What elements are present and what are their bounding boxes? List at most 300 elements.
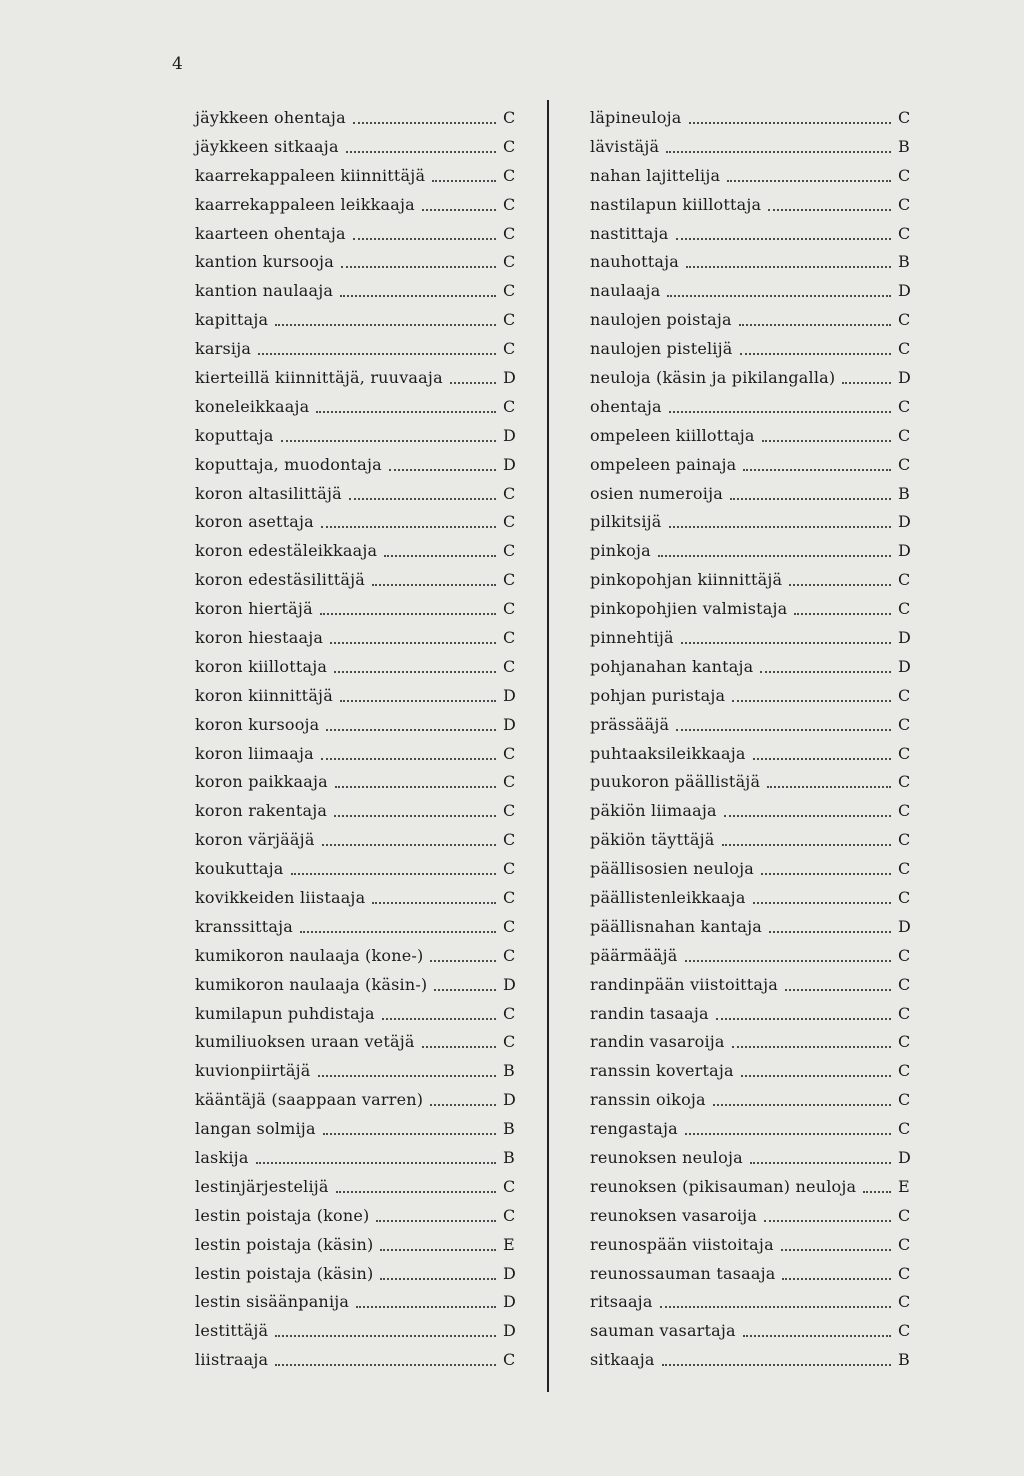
dot-leader bbox=[681, 640, 891, 644]
dot-leader bbox=[335, 784, 496, 788]
occupation-term: kaarrekappaleen kiinnittäjä bbox=[195, 165, 426, 185]
occupation-term: koron hiertäjä bbox=[195, 599, 313, 619]
class-letter: D bbox=[503, 714, 517, 734]
occupation-term: pinnehtijä bbox=[590, 627, 674, 647]
dot-leader bbox=[794, 611, 891, 615]
occupation-term: koron liimaaja bbox=[195, 743, 314, 763]
dot-leader bbox=[842, 380, 891, 384]
dot-leader bbox=[382, 1016, 496, 1020]
class-letter: C bbox=[898, 1263, 911, 1283]
dot-leader bbox=[356, 1304, 496, 1308]
occupation-term: reunoksen neuloja bbox=[590, 1148, 743, 1167]
class-letter: C bbox=[503, 512, 516, 532]
class-letter: C bbox=[898, 107, 911, 127]
list-item bbox=[590, 276, 920, 305]
dot-leader bbox=[685, 958, 891, 962]
occupation-term: koputtaja, muodontaja bbox=[195, 454, 382, 474]
list-item bbox=[195, 536, 525, 565]
list-item bbox=[590, 247, 920, 276]
dot-leader bbox=[346, 149, 496, 153]
class-letter: C bbox=[503, 194, 516, 214]
class-letter: C bbox=[898, 310, 911, 330]
dot-leader bbox=[761, 871, 891, 875]
dot-leader bbox=[716, 1016, 891, 1020]
occupation-term: kääntäjä (saappaan varren) bbox=[195, 1090, 424, 1110]
list-item bbox=[195, 970, 525, 999]
class-letter: D bbox=[503, 367, 517, 387]
list-item bbox=[590, 305, 920, 334]
class-letter: B bbox=[898, 252, 910, 272]
dot-leader bbox=[732, 698, 891, 702]
dot-leader bbox=[740, 351, 891, 355]
dot-leader bbox=[334, 669, 496, 673]
dot-leader bbox=[667, 293, 891, 297]
occupation-term: puhtaaksileikkaaja bbox=[590, 743, 746, 763]
occupation-term: randin vasaroija bbox=[590, 1032, 725, 1052]
dot-leader bbox=[730, 496, 891, 500]
dot-leader bbox=[676, 236, 892, 240]
class-letter: C bbox=[898, 339, 911, 359]
class-letter: C bbox=[898, 1119, 911, 1139]
dot-leader bbox=[863, 1189, 891, 1193]
list-item bbox=[590, 1316, 920, 1345]
occupation-term: randinpään viistoittaja bbox=[590, 974, 779, 994]
list-item bbox=[590, 1230, 920, 1259]
occupation-term: lestin sisäänpanija bbox=[195, 1292, 350, 1312]
list-item bbox=[195, 1259, 525, 1288]
dot-leader bbox=[341, 264, 496, 268]
occupation-term: kantion kursooja bbox=[195, 252, 334, 272]
class-letter: C bbox=[898, 801, 911, 821]
dot-leader bbox=[789, 582, 891, 586]
occupation-term: nahan lajittelija bbox=[590, 165, 721, 185]
dot-leader bbox=[450, 380, 496, 384]
class-letter: C bbox=[898, 772, 911, 792]
occupation-term: kaarrekappaleen leikkaaja bbox=[195, 194, 415, 214]
dot-leader bbox=[281, 438, 496, 442]
class-letter: C bbox=[503, 830, 516, 850]
column-divider bbox=[547, 100, 549, 1392]
occupation-term: kuvionpiirtäjä bbox=[195, 1061, 311, 1081]
occupation-term: nastittaja bbox=[590, 223, 669, 243]
occupation-term: lestittäjä bbox=[195, 1321, 269, 1341]
class-letter: C bbox=[898, 223, 911, 243]
occupation-term: kumiliuoksen uraan vetäjä bbox=[195, 1032, 415, 1052]
list-item bbox=[590, 1143, 920, 1172]
list-item bbox=[195, 247, 525, 276]
list-item bbox=[195, 623, 525, 652]
occupation-term: naulaaja bbox=[590, 281, 661, 301]
class-letter: D bbox=[503, 1090, 517, 1110]
dot-leader bbox=[372, 582, 496, 586]
list-item bbox=[195, 883, 525, 912]
occupation-term: koron edestäsilittäjä bbox=[195, 570, 366, 590]
dot-leader bbox=[689, 120, 891, 124]
class-letter: C bbox=[503, 945, 516, 965]
class-letter: C bbox=[503, 252, 516, 272]
dot-leader bbox=[785, 987, 891, 991]
dot-leader bbox=[750, 1160, 891, 1164]
occupation-term: lestin poistaja (käsin) bbox=[195, 1234, 374, 1254]
occupation-term: päkiön liimaaja bbox=[590, 801, 717, 821]
occupation-term: koron altasilittäjä bbox=[195, 483, 342, 503]
dot-leader bbox=[666, 149, 891, 153]
occupation-term: lestin poistaja (kone) bbox=[195, 1205, 370, 1225]
list-item bbox=[195, 565, 525, 594]
occupation-term: lestinjärjestelijä bbox=[195, 1176, 329, 1196]
class-letter: D bbox=[898, 367, 912, 387]
occupation-term: pohjan puristaja bbox=[590, 685, 726, 705]
dot-leader bbox=[336, 1189, 496, 1193]
occupation-term: koron värjääjä bbox=[195, 830, 315, 850]
dot-leader bbox=[321, 524, 496, 528]
dot-leader bbox=[669, 524, 891, 528]
dot-leader bbox=[380, 1276, 496, 1280]
class-letter: C bbox=[503, 801, 516, 821]
dot-leader bbox=[769, 929, 891, 933]
right-column bbox=[590, 103, 920, 1374]
occupation-term: koron kiillottaja bbox=[195, 656, 328, 676]
dot-leader bbox=[753, 900, 891, 904]
list-item bbox=[195, 999, 525, 1028]
occupation-term: randin tasaaja bbox=[590, 1003, 709, 1023]
occupation-term: pinkopohjien valmistaja bbox=[590, 599, 788, 619]
list-item bbox=[195, 1230, 525, 1259]
list-item bbox=[195, 710, 525, 739]
occupation-term: ohentaja bbox=[590, 396, 662, 416]
class-letter: C bbox=[898, 974, 911, 994]
class-letter: C bbox=[503, 396, 516, 416]
dot-leader bbox=[322, 842, 496, 846]
class-letter: C bbox=[503, 1176, 516, 1196]
list-item bbox=[590, 1056, 920, 1085]
class-letter: D bbox=[898, 1148, 912, 1167]
dot-leader bbox=[727, 178, 891, 182]
occupation-term: reunossauman tasaaja bbox=[590, 1263, 776, 1283]
dot-leader bbox=[275, 322, 496, 326]
list-item bbox=[195, 1172, 525, 1201]
list-item bbox=[195, 1201, 525, 1230]
class-letter: C bbox=[503, 281, 516, 301]
dot-leader bbox=[430, 1102, 496, 1106]
list-item bbox=[590, 652, 920, 681]
occupation-term: kumikoron naulaaja (käsin-) bbox=[195, 974, 428, 994]
occupation-term: lestin poistaja (käsin) bbox=[195, 1263, 374, 1283]
list-item bbox=[590, 392, 920, 421]
list-item bbox=[590, 1085, 920, 1114]
class-letter: C bbox=[898, 194, 911, 214]
class-letter: C bbox=[503, 772, 516, 792]
class-letter: C bbox=[503, 887, 516, 907]
dot-leader bbox=[323, 1131, 496, 1135]
list-item bbox=[195, 1316, 525, 1345]
occupation-term: koron kiinnittäjä bbox=[195, 685, 333, 705]
list-item bbox=[590, 883, 920, 912]
list-item bbox=[195, 767, 525, 796]
list-item bbox=[195, 276, 525, 305]
list-item bbox=[590, 1345, 920, 1374]
list-item bbox=[590, 103, 920, 132]
occupation-term: pinkoja bbox=[590, 541, 651, 561]
occupation-term: ritsaaja bbox=[590, 1292, 653, 1312]
dot-leader bbox=[743, 1333, 891, 1337]
occupation-term: naulojen pistelijä bbox=[590, 339, 733, 359]
dot-leader bbox=[685, 1131, 891, 1135]
dot-leader bbox=[686, 264, 891, 268]
class-letter: C bbox=[898, 1032, 911, 1052]
class-letter: C bbox=[503, 1003, 516, 1023]
occupation-term: kantion naulaaja bbox=[195, 281, 334, 301]
list-item bbox=[195, 1288, 525, 1317]
list-item bbox=[590, 536, 920, 565]
dot-leader bbox=[330, 640, 496, 644]
list-item bbox=[195, 1345, 525, 1374]
occupation-term: naulojen poistaja bbox=[590, 310, 732, 330]
list-item bbox=[195, 681, 525, 710]
class-letter: B bbox=[898, 136, 910, 156]
dot-leader bbox=[340, 698, 496, 702]
class-letter: C bbox=[503, 339, 516, 359]
dot-leader bbox=[321, 756, 496, 760]
occupation-term: laskija bbox=[195, 1148, 249, 1167]
class-letter: C bbox=[898, 859, 911, 879]
occupation-term: päkiön täyttäjä bbox=[590, 830, 715, 850]
occupation-term: kierteillä kiinnittäjä, ruuvaaja bbox=[195, 367, 443, 387]
class-letter: C bbox=[898, 685, 911, 705]
occupation-term: lävistäjä bbox=[590, 136, 660, 156]
occupation-term: pinkopohjan kiinnittäjä bbox=[590, 570, 783, 590]
occupation-term: koron kursooja bbox=[195, 714, 320, 734]
occupation-term: kumikoron naulaaja (kone-) bbox=[195, 945, 424, 965]
list-item bbox=[590, 854, 920, 883]
occupation-term: jäykkeen ohentaja bbox=[195, 107, 346, 127]
list-item bbox=[195, 421, 525, 450]
class-letter: C bbox=[503, 1032, 516, 1052]
list-item bbox=[195, 507, 525, 536]
list-item bbox=[590, 421, 920, 450]
class-letter: C bbox=[898, 1234, 911, 1254]
dot-leader bbox=[732, 1044, 891, 1048]
page-number: 4 bbox=[172, 54, 183, 74]
list-item bbox=[590, 912, 920, 941]
list-item bbox=[195, 941, 525, 970]
class-letter: C bbox=[503, 541, 516, 561]
dot-leader bbox=[432, 178, 496, 182]
list-item bbox=[195, 796, 525, 825]
class-letter: C bbox=[898, 570, 911, 590]
dot-leader bbox=[372, 900, 496, 904]
list-item bbox=[590, 1288, 920, 1317]
class-letter: C bbox=[898, 425, 911, 445]
list-item bbox=[590, 1028, 920, 1057]
occupation-term: prässääjä bbox=[590, 714, 670, 734]
list-item bbox=[590, 941, 920, 970]
list-item bbox=[590, 767, 920, 796]
occupation-term: koron asettaja bbox=[195, 512, 314, 532]
occupation-term: koneleikkaaja bbox=[195, 396, 310, 416]
occupation-term: päällistenleikkaaja bbox=[590, 887, 746, 907]
list-item bbox=[590, 1201, 920, 1230]
occupation-term: rengastaja bbox=[590, 1119, 678, 1139]
occupation-term: koron rakentaja bbox=[195, 801, 328, 821]
occupation-term: nauhottaja bbox=[590, 252, 679, 272]
occupation-term: koron edestäleikkaaja bbox=[195, 541, 378, 561]
dot-leader bbox=[256, 1160, 496, 1164]
class-letter: C bbox=[503, 1350, 516, 1370]
occupation-term: kapittaja bbox=[195, 310, 269, 330]
class-letter: C bbox=[898, 714, 911, 734]
list-item bbox=[195, 363, 525, 392]
class-letter: D bbox=[503, 685, 517, 705]
list-item bbox=[590, 219, 920, 248]
class-letter: C bbox=[898, 1003, 911, 1023]
class-letter: C bbox=[503, 599, 516, 619]
dot-leader bbox=[660, 1304, 891, 1308]
occupation-term: nastilapun kiillottaja bbox=[590, 194, 762, 214]
class-letter: C bbox=[503, 1205, 516, 1225]
list-item bbox=[195, 854, 525, 883]
class-letter: C bbox=[898, 454, 911, 474]
occupation-term: kovikkeiden liistaaja bbox=[195, 887, 366, 907]
list-item bbox=[195, 1028, 525, 1057]
occupation-term: reunospään viistoitaja bbox=[590, 1234, 774, 1254]
class-letter: C bbox=[898, 1292, 911, 1312]
class-letter: D bbox=[898, 627, 912, 647]
list-item bbox=[195, 219, 525, 248]
dot-leader bbox=[349, 496, 496, 500]
occupation-term: läpineuloja bbox=[590, 107, 682, 127]
class-letter: D bbox=[503, 1292, 517, 1312]
list-item bbox=[590, 999, 920, 1028]
class-letter: D bbox=[503, 454, 517, 474]
occupation-term: päällisnahan kantaja bbox=[590, 916, 762, 936]
dot-leader bbox=[376, 1218, 496, 1222]
list-item bbox=[195, 103, 525, 132]
class-letter: D bbox=[898, 281, 912, 301]
occupation-term: jäykkeen sitkaaja bbox=[195, 136, 339, 156]
list-item bbox=[195, 1056, 525, 1085]
class-letter: B bbox=[503, 1061, 515, 1081]
class-letter: C bbox=[898, 887, 911, 907]
dot-leader bbox=[320, 611, 496, 615]
dot-leader bbox=[275, 1362, 496, 1366]
dot-leader bbox=[353, 120, 496, 124]
dot-leader bbox=[724, 813, 891, 817]
dot-leader bbox=[669, 409, 891, 413]
class-letter: B bbox=[898, 483, 910, 503]
list-item bbox=[590, 363, 920, 392]
list-item bbox=[195, 479, 525, 508]
occupation-term: osien numeroija bbox=[590, 483, 723, 503]
class-letter: C bbox=[503, 165, 516, 185]
dot-leader bbox=[781, 1247, 891, 1251]
class-letter: C bbox=[898, 165, 911, 185]
class-letter: D bbox=[503, 1321, 517, 1341]
dot-leader bbox=[739, 322, 891, 326]
class-letter: D bbox=[898, 541, 912, 561]
list-item bbox=[195, 392, 525, 421]
list-item bbox=[590, 190, 920, 219]
class-letter: E bbox=[503, 1234, 515, 1254]
class-letter: D bbox=[503, 1263, 517, 1283]
list-item bbox=[590, 710, 920, 739]
left-column bbox=[195, 103, 525, 1374]
occupation-term: reunoksen (pikisauman) neuloja bbox=[590, 1176, 857, 1196]
class-letter: D bbox=[898, 656, 912, 676]
dot-leader bbox=[318, 1073, 497, 1077]
occupation-term: langan solmija bbox=[195, 1119, 316, 1139]
class-letter: C bbox=[503, 859, 516, 879]
list-item bbox=[195, 190, 525, 219]
list-item bbox=[590, 825, 920, 854]
dot-leader bbox=[753, 756, 891, 760]
occupation-term: ranssin kovertaja bbox=[590, 1061, 734, 1081]
list-item bbox=[590, 623, 920, 652]
occupation-term: liistraaja bbox=[195, 1350, 269, 1370]
list-item bbox=[590, 1114, 920, 1143]
dot-leader bbox=[258, 351, 496, 355]
class-letter: C bbox=[503, 627, 516, 647]
dot-leader bbox=[662, 1362, 891, 1366]
class-letter: B bbox=[503, 1119, 515, 1139]
list-item bbox=[590, 594, 920, 623]
occupation-term: karsija bbox=[195, 339, 252, 359]
list-item bbox=[195, 825, 525, 854]
dot-leader bbox=[380, 1247, 496, 1251]
list-item bbox=[195, 1143, 525, 1172]
list-item bbox=[195, 594, 525, 623]
class-letter: C bbox=[503, 310, 516, 330]
dot-leader bbox=[275, 1333, 496, 1337]
list-item bbox=[590, 970, 920, 999]
occupation-term: kumilapun puhdistaja bbox=[195, 1003, 375, 1023]
dot-leader bbox=[741, 1073, 891, 1077]
dot-leader bbox=[422, 207, 496, 211]
occupation-term: koputtaja bbox=[195, 425, 274, 445]
occupation-term: koron paikkaaja bbox=[195, 772, 328, 792]
occupation-term: sitkaaja bbox=[590, 1350, 655, 1370]
list-item bbox=[590, 565, 920, 594]
dot-leader bbox=[340, 293, 496, 297]
occupation-term: pohjanahan kantaja bbox=[590, 656, 754, 676]
occupation-term: reunoksen vasaroija bbox=[590, 1205, 758, 1225]
list-item bbox=[590, 739, 920, 768]
class-letter: D bbox=[503, 425, 517, 445]
dot-leader bbox=[300, 929, 496, 933]
occupation-term: ranssin oikoja bbox=[590, 1090, 706, 1110]
occupation-term: kaarteen ohentaja bbox=[195, 223, 346, 243]
dot-leader bbox=[743, 467, 891, 471]
class-letter: C bbox=[503, 223, 516, 243]
list-item bbox=[590, 681, 920, 710]
dot-leader bbox=[713, 1102, 891, 1106]
class-letter: D bbox=[898, 916, 912, 936]
list-item bbox=[590, 161, 920, 190]
dot-leader bbox=[658, 553, 891, 557]
dot-leader bbox=[353, 236, 496, 240]
dot-leader bbox=[316, 409, 496, 413]
class-letter: C bbox=[503, 656, 516, 676]
dot-leader bbox=[764, 1218, 891, 1222]
class-letter: C bbox=[503, 916, 516, 936]
occupation-term: pilkitsijä bbox=[590, 512, 662, 532]
occupation-term: kranssittaja bbox=[195, 916, 294, 936]
occupation-term: koukuttaja bbox=[195, 859, 284, 879]
list-item bbox=[590, 1172, 920, 1201]
list-item bbox=[195, 161, 525, 190]
dot-leader bbox=[326, 727, 496, 731]
occupation-term: ompeleen painaja bbox=[590, 454, 737, 474]
